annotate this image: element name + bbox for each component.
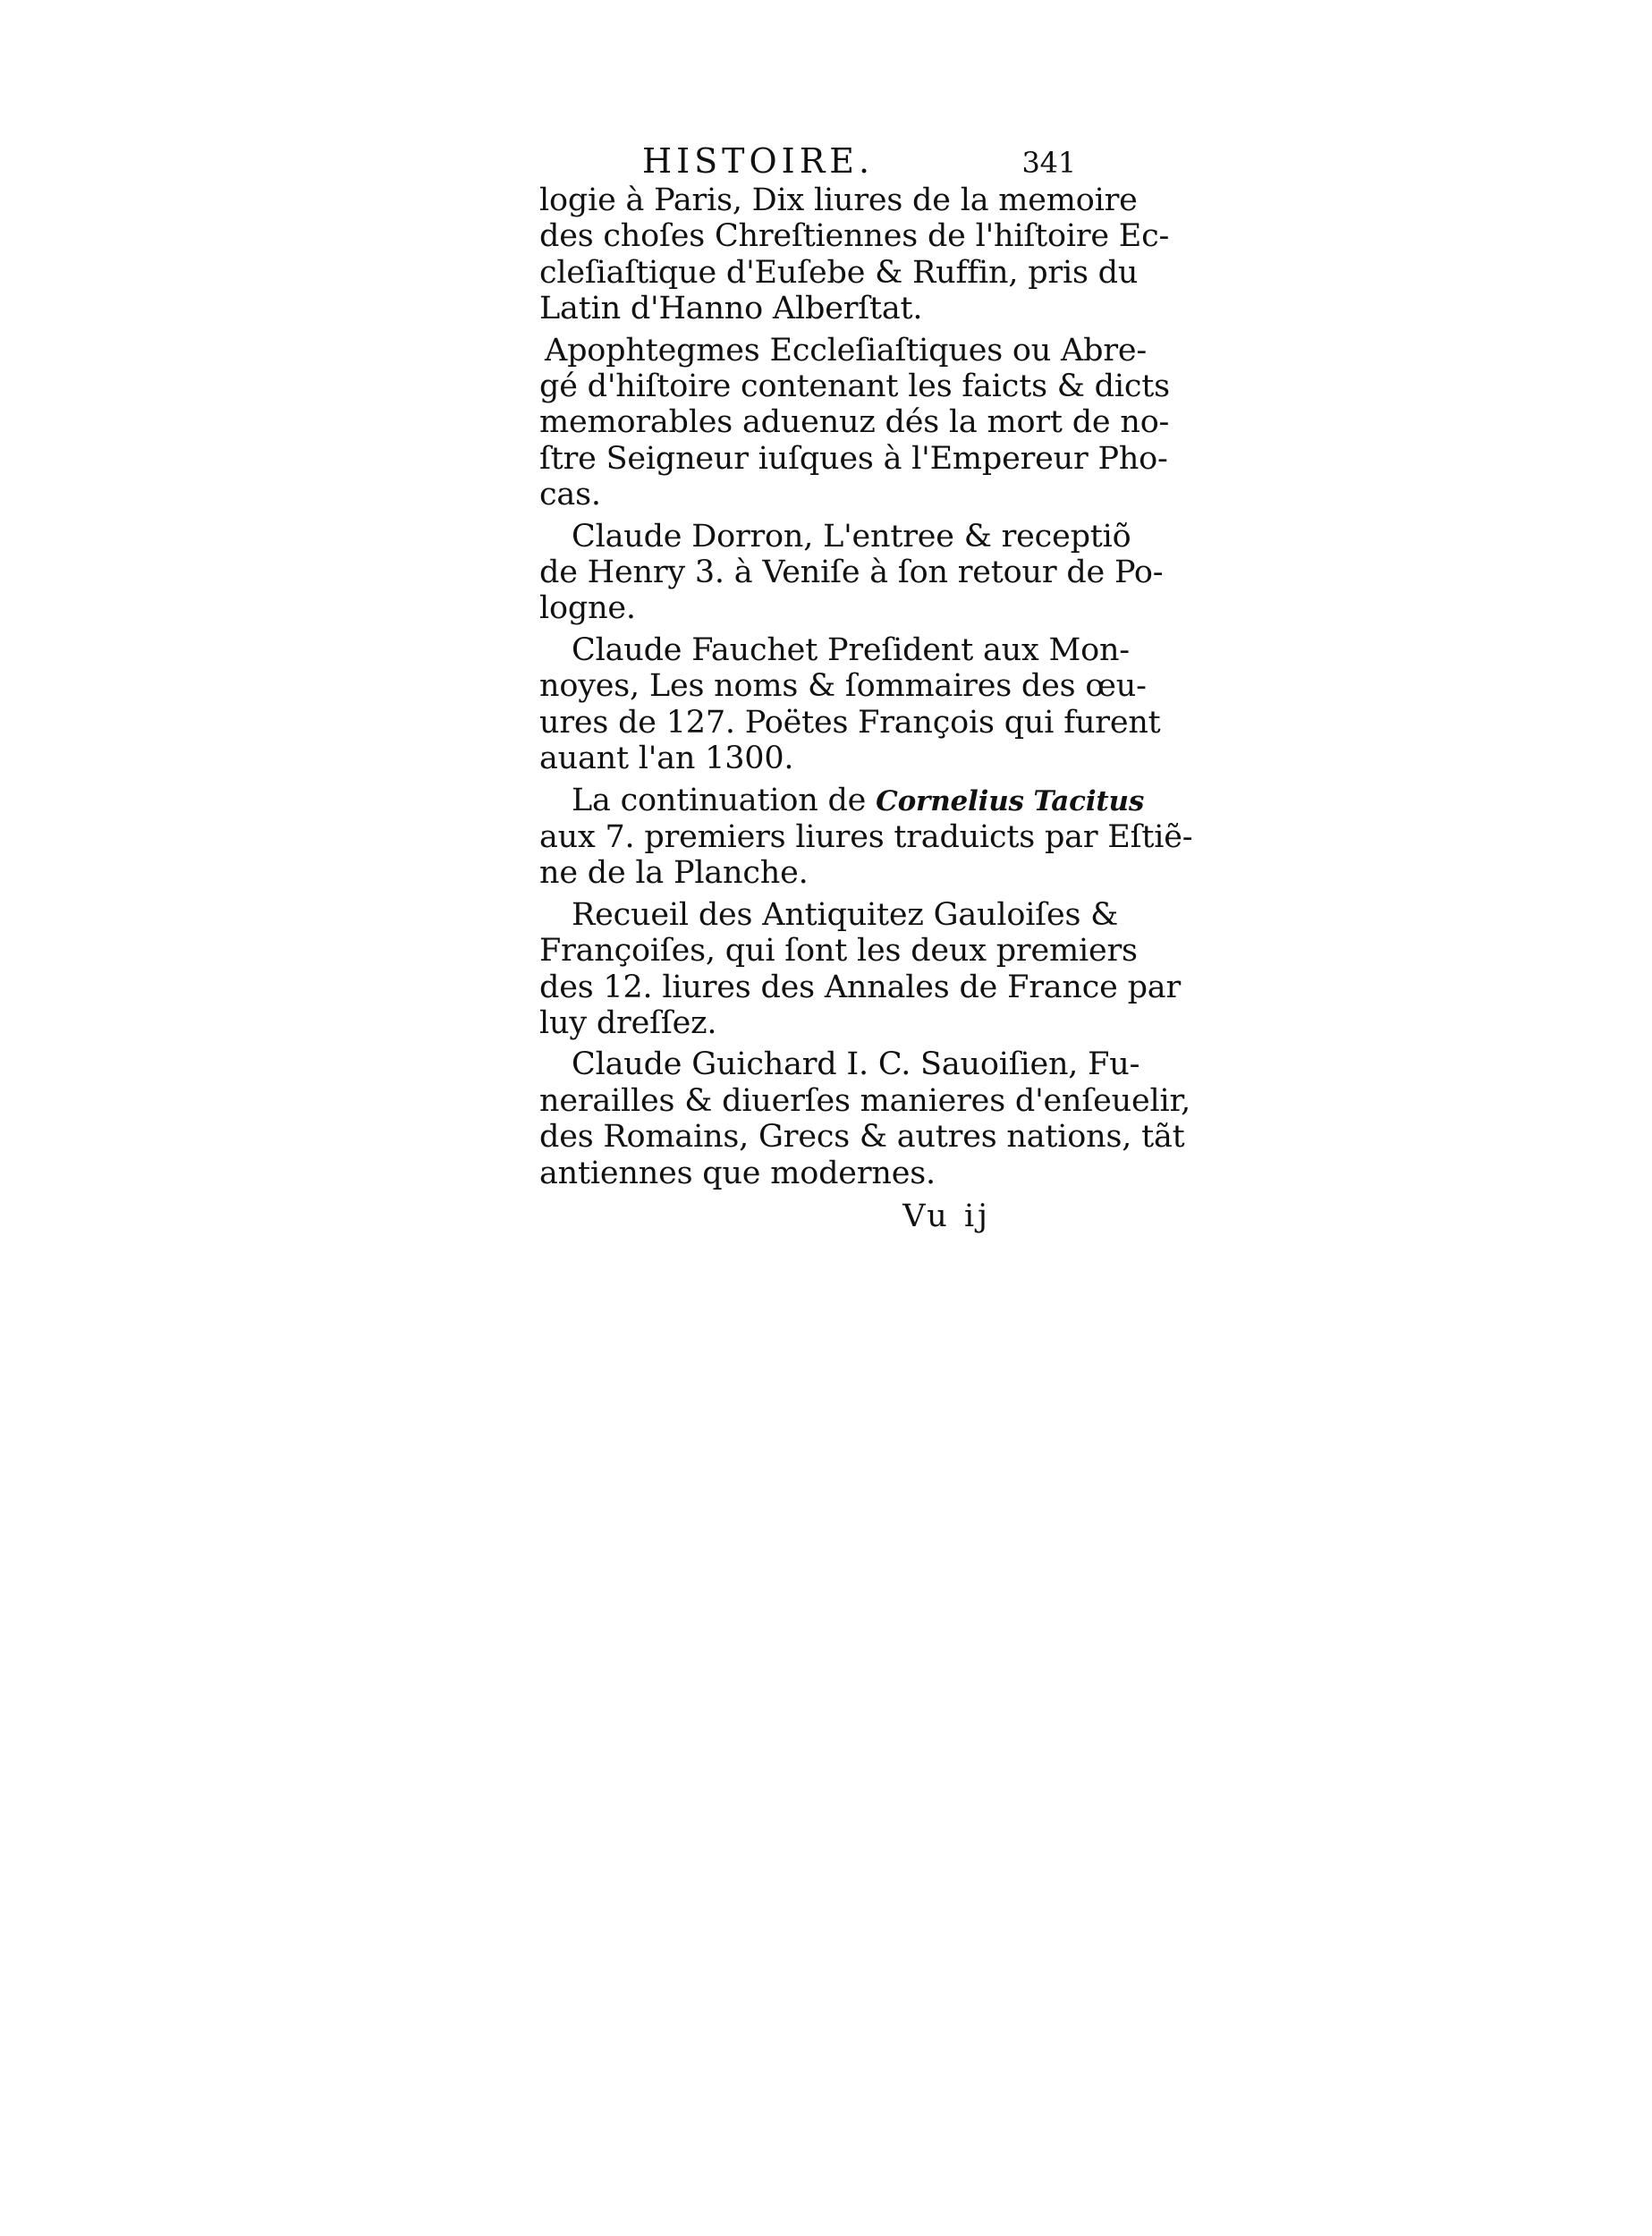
text-line-prefix: La continuation de [572,782,877,818]
paragraph-recueil [539,896,1181,1042]
text-line: logie à Paris, Dix liures de la memoire [539,182,1138,218]
text-line: Claude Fauchet Preſident aux Mon- [572,631,1130,668]
page-header [539,143,1076,182]
paragraph-dorron [539,518,1164,627]
text-line: des choſes Chreſtiennes de l'hiſtoire Ec- [539,218,1170,255]
paragraph-apophtegmes [539,332,1170,513]
text-line: luy dreſſez. [539,1004,717,1041]
paragraph-continuation [539,182,1170,327]
text-line: cleſiaſtique d'Euſebe & Ruffin, pris du [539,254,1139,291]
text-line [539,782,1145,819]
page-number: 341 [1021,146,1076,180]
text-line: Françoiſes, qui ſont les deux premiers [539,933,1138,970]
text-line: memorables aduenuz dés la mort de no- [539,404,1170,441]
text-line: Claude Guichard I. C. Sauoiſien, Fu- [572,1046,1140,1083]
text-line: noyes, Les noms & ſommaires des œu- [539,668,1147,705]
text-line: Recueil des Antiquitez Gauloiſes & [572,896,1119,933]
text-line: ſtre Seigneur iuſques à l'Empereur Pho- [539,440,1168,477]
paragraph-guichard [539,1046,1191,1191]
text-line: logne. [539,590,636,627]
text-line: gé d'hiſtoire contenant les faicts & dicts [539,368,1170,405]
paragraph-tacitus [539,782,1193,892]
running-title: HISTOIRE. [642,141,875,181]
text-line: aux 7. premiers liures traduicts par Eſtiẽ- [539,818,1193,855]
text-line: de Henry 3. à Veniſe à ſon retour de Po- [539,555,1164,591]
text-line: ures de 127. Poëtes François qui furent [539,704,1161,741]
text-line: Apophtegmes Eccleſiaſtiques ou Abre- [545,332,1147,368]
text-line: ne de la Planche. [539,855,809,892]
text-line: des 12. liures des Annales de France par [539,969,1181,1005]
text-line: Claude Dorron, L'entree & receptiõ [572,518,1131,555]
text-line: cas. [539,477,601,513]
page-text-block [539,141,1193,1234]
signature-mark: Vu ij [902,1198,991,1234]
text-line: nerailles & diuerſes manieres d'enſeuelir, [539,1082,1191,1119]
paragraph-fauchet [539,631,1161,777]
text-line: antiennes que modernes. [539,1155,936,1191]
text-line: des Romains, Grecs & autres nations, tãt [539,1119,1185,1156]
text-line: auant l'an 1300. [539,741,794,777]
italic-title: Cornelius Tacitus [876,784,1145,817]
text-line: Latin d'Hanno Alberſtat. [539,291,923,327]
